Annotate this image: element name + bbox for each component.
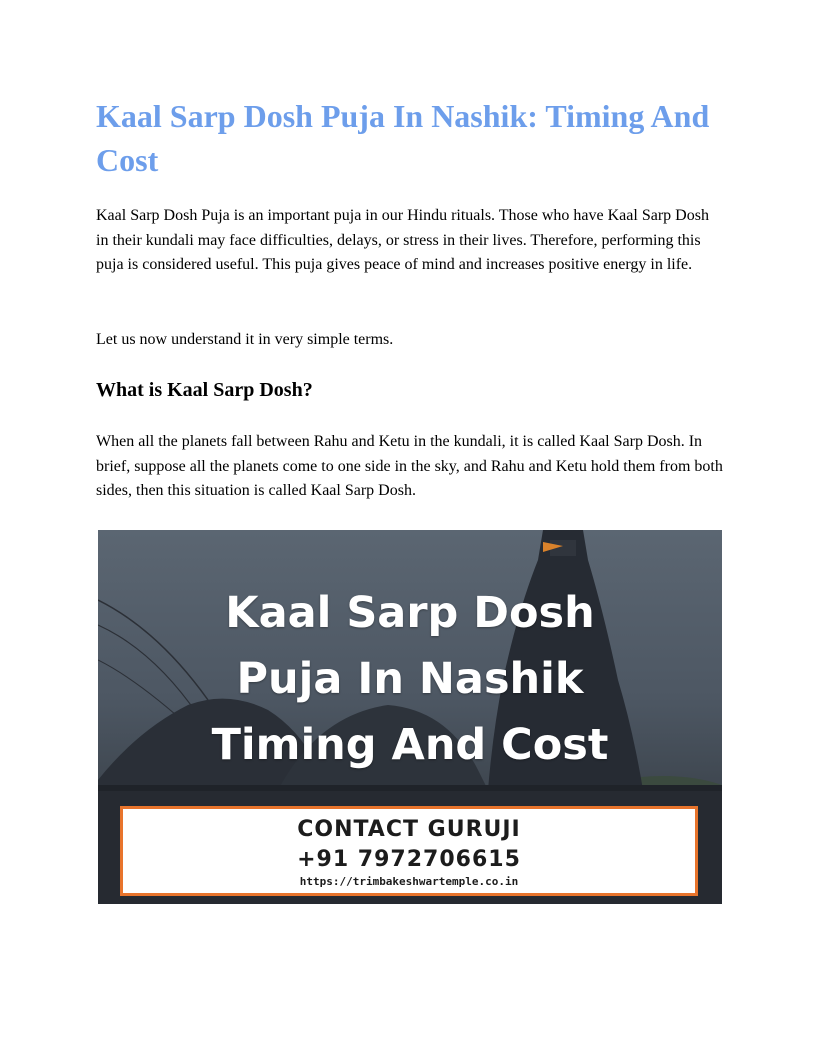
banner-headline-line2: Puja In Nashik <box>236 654 584 704</box>
contact-phone: +91 7972706615 <box>297 847 521 872</box>
banner-headline-line1: Kaal Sarp Dosh <box>225 588 595 638</box>
banner-headline-line3: Timing And Cost <box>211 720 609 770</box>
banner-headline <box>98 580 722 778</box>
section-paragraph: When all the planets fall between Rahu and Ketu in the kundali, it is called Kaal Sarp Dosh. In brief, suppose all the planets come to one side in the sky, and Rahu and Ketu hold them from both sides, then this situation is called Kaal Sarp Dosh. <box>96 433 723 499</box>
contact-box <box>120 806 698 896</box>
promo-banner-image <box>98 530 722 904</box>
intro-followup-paragraph: Let us now understand it in very simple terms. <box>96 331 394 348</box>
section-heading: What is Kaal Sarp Dosh? <box>96 379 313 401</box>
contact-url: https://trimbakeshwartemple.co.in <box>299 875 519 888</box>
page-title: Kaal Sarp Dosh Puja In Nashik: Timing And Cost <box>96 98 710 178</box>
contact-label: CONTACT GURUJI <box>297 817 521 842</box>
intro-paragraph: Kaal Sarp Dosh Puja is an important puja in our Hindu rituals. Those who have Kaal Sarp Dosh in their kundali may face difficulties, delays, or stress in their lives. Therefore, performing this puja is considered useful. This puja gives peace of mind and increases positive energy in life. <box>96 207 709 273</box>
